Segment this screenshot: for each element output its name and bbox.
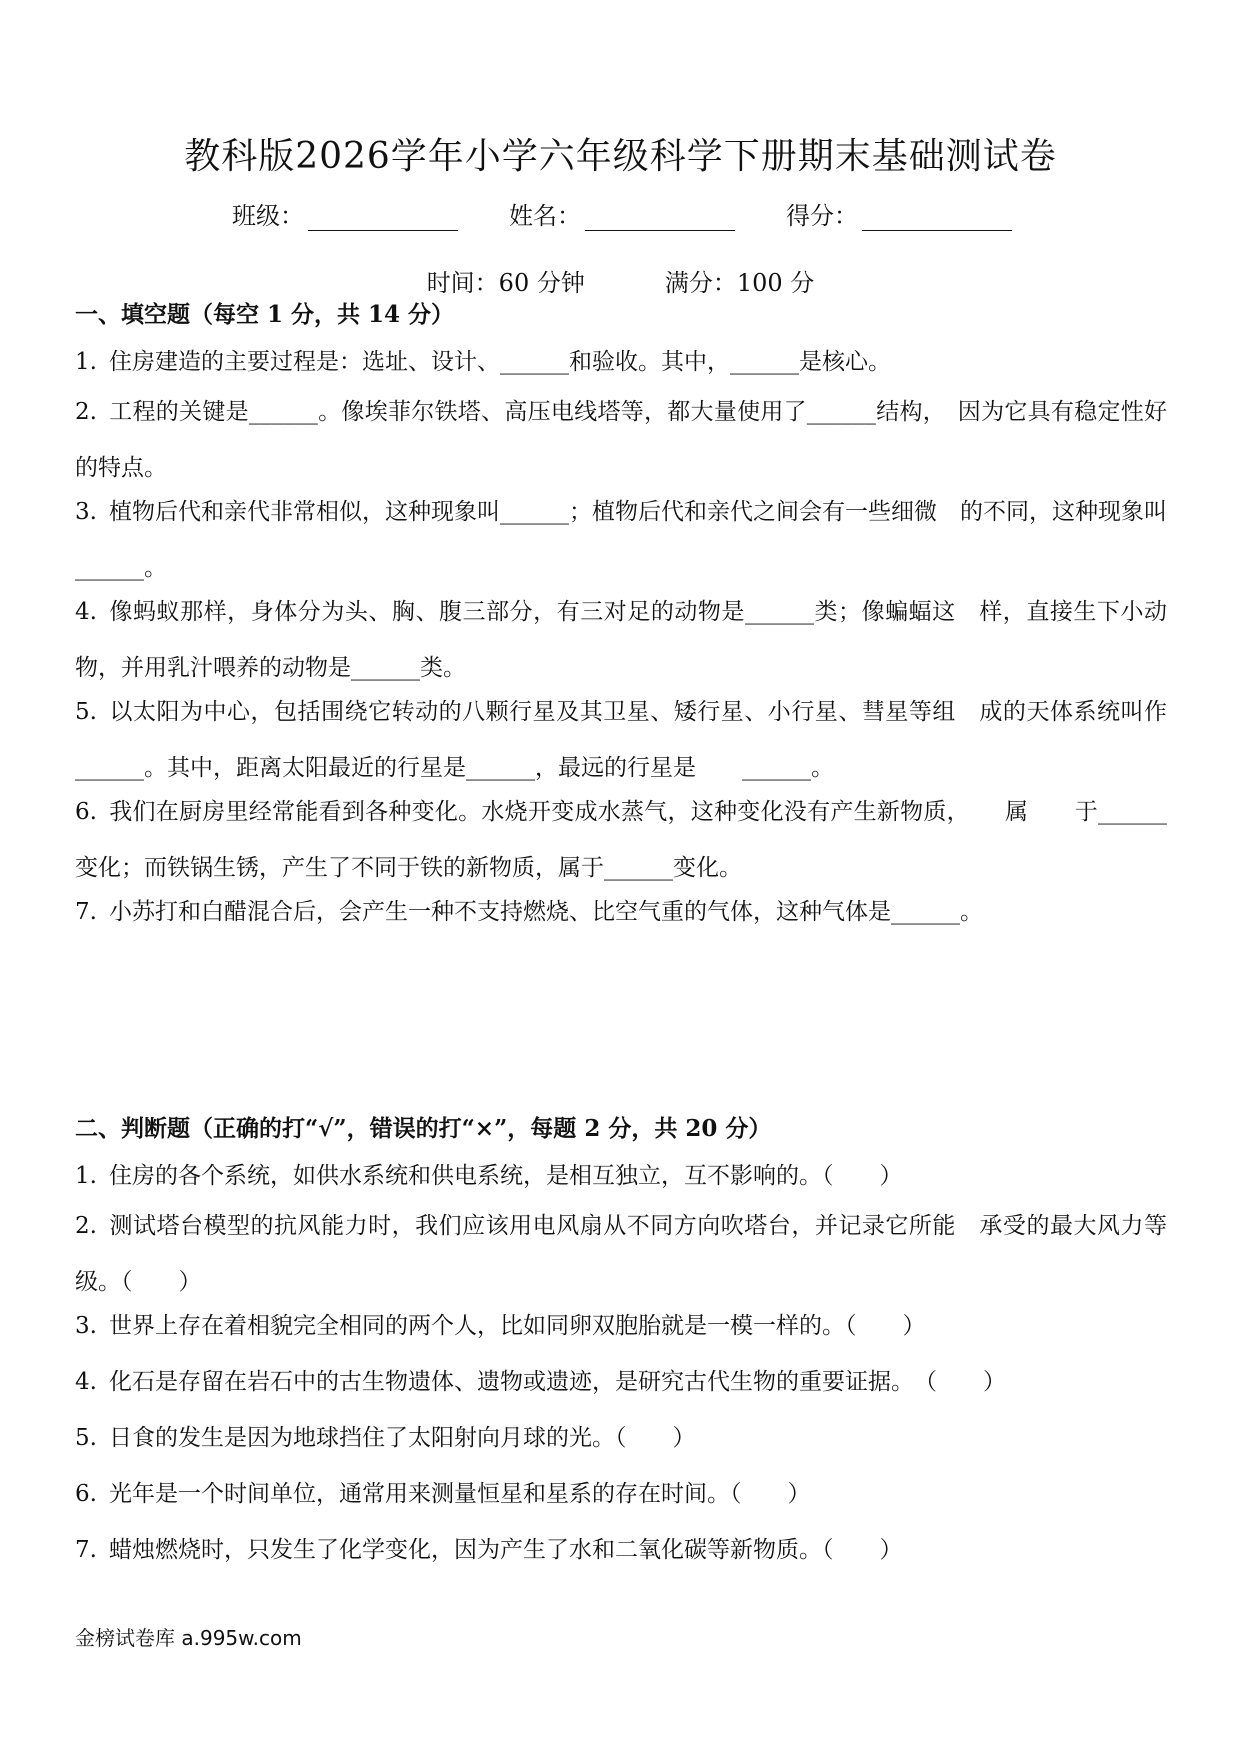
question-item — [75, 484, 1167, 596]
class-field — [232, 196, 458, 231]
section-heading-true-false: 二、判断题（正确的打“√”，错误的打“×”，每题 2 分，共 20 分） — [75, 1115, 772, 1142]
question-text: 住房的各个系统，如供水系统和供电系统，是相互独立，互不影响的。（ ） — [108, 1163, 903, 1189]
question-text: 植物后代和亲代非常相似，这种现象叫______；植物后代和亲代之间会有一些细微 的不同，这种现象叫______。 — [75, 499, 1167, 581]
student-info-row — [232, 196, 1012, 231]
section-heading-fill-in: 一、填空题（每空 1 分，共 14 分） — [75, 301, 455, 328]
exam-full-score: 满分：100 分 — [664, 269, 815, 297]
question-item — [75, 384, 1167, 496]
question-text: 化石是存留在岩石中的古生物遗体、遗物或遗迹，是研究古代生物的重要证据。 （ ） — [108, 1369, 1006, 1395]
question-number: 7. — [75, 899, 97, 925]
question-item — [75, 1522, 1167, 1578]
question-item — [75, 1354, 1167, 1410]
question-text: 住房建造的主要过程是：选址、设计、______和验收。其中，______是核心。 — [108, 349, 891, 375]
footer-watermark: 金榜试卷库 a.995w.com — [75, 1626, 302, 1650]
question-number: 5. — [75, 1425, 97, 1451]
question-text: 蜡烛燃烧时，只发生了化学变化，因为产生了水和二氧化碳等新物质。（ ） — [108, 1537, 903, 1563]
question-text: 以太阳为中心，包括围绕它转动的八颗行星及其卫星、矮行星、小行星、彗星等组 成的天体系统叫作______。其中，距离太阳最近的行星是______，最远的行星是 ______。 — [75, 699, 1167, 781]
name-label: 姓名： — [509, 202, 581, 230]
question-item — [75, 1298, 1167, 1354]
class-blank — [308, 204, 458, 231]
question-text: 世界上存在着相貌完全相同的两个人，比如同卵双胞胎就是一模一样的。（ ） — [108, 1313, 926, 1339]
question-text: 光年是一个时间单位，通常用来测量恒星和星系的存在时间。（ ） — [108, 1481, 811, 1507]
question-text: 小苏打和白醋混合后，会产生一种不支持燃烧、比空气重的气体，这种气体是______。 — [108, 899, 983, 925]
question-number: 7. — [75, 1537, 97, 1563]
question-item — [75, 584, 1167, 696]
question-number: 2. — [75, 399, 97, 425]
question-number: 1. — [75, 349, 97, 375]
name-blank — [585, 204, 735, 231]
question-number: 4. — [75, 1369, 97, 1395]
question-item — [75, 784, 1167, 896]
exam-time: 时间：60 分钟 — [426, 269, 585, 297]
question-number: 5. — [75, 699, 97, 725]
question-item — [75, 1466, 1167, 1522]
score-label: 得分： — [786, 202, 858, 230]
question-item — [75, 1148, 1167, 1204]
exam-title: 教科版2026学年小学六年级科学下册期末基础测试卷 — [184, 136, 1057, 177]
question-item — [75, 334, 1167, 390]
question-text: 工程的关键是______。像埃菲尔铁塔、高压电线塔等，都大量使用了______结构， 因为它具有稳定性好的特点。 — [75, 399, 1167, 481]
question-item — [75, 1198, 1167, 1310]
name-field — [509, 196, 735, 231]
question-number: 3. — [75, 1313, 97, 1339]
exam-meta-row — [0, 263, 1241, 298]
question-item — [75, 684, 1167, 796]
question-item — [75, 1410, 1167, 1466]
question-number: 6. — [75, 1481, 97, 1507]
question-item — [75, 884, 1167, 940]
question-text: 日食的发生是因为地球挡住了太阳射向月球的光。（ ） — [108, 1425, 696, 1451]
question-text: 测试塔台模型的抗风能力时，我们应该用电风扇从不同方向吹塔台，并记录它所能 承受的最大风力等级。（ ） — [75, 1213, 1167, 1295]
question-number: 4. — [75, 599, 97, 625]
class-label: 班级： — [232, 202, 304, 230]
score-blank — [862, 204, 1012, 231]
question-number: 3. — [75, 499, 97, 525]
question-number: 1. — [75, 1163, 97, 1189]
question-number: 2. — [75, 1213, 97, 1239]
score-field — [786, 196, 1012, 231]
question-text: 像蚂蚁那样，身体分为头、胸、腹三部分，有三对足的动物是______类；像蝙蝠这 样，直接生下小动物，并用乳汁喂养的动物是______类。 — [75, 599, 1167, 681]
question-number: 6. — [75, 799, 97, 825]
question-text: 我们在厨房里经常能看到各种变化。水烧开变成水蒸气，这种变化没有产生新物质， 属 于______变化；而铁锅生锈，产生了不同于铁的新物质，属于______变化。 — [75, 799, 1167, 881]
